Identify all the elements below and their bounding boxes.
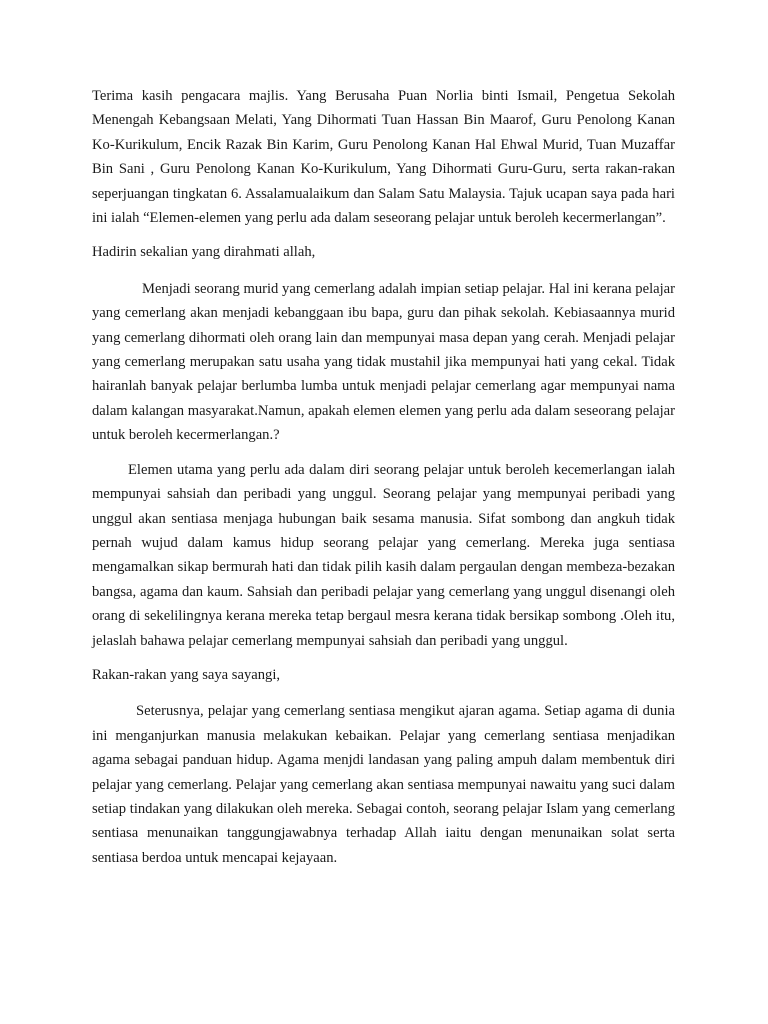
salutation-hadirin: Hadirin sekalian yang dirahmati allah, [92,244,316,261]
introduction-paragraph: Menjadi seorang murid yang cemerlang adalah impian setiap pelajar. Hal ini kerana pelajar yang cemerlang akan menjadi kebanggaan ibu bapa, guru dan pihak sekolah. Kebiasaannya murid yang cemerlang dihormati oleh orang lain dan mempunyai masa depan yang cerah. Menjadi pelajar yang cemerlang merupakan satu usaha yang tidak mustahil jika mempunyai hati yang cekal. Tidak hairanlah banyak pelajar berlumba lumba untuk menjadi pelajar cemerlang agar mempunyai nama dalam kalangan masyarakat.Namun, apakah elemen elemen yang perlu ada dalam seseorang pelajar untuk beroleh kecermerlangan.? [92,280,675,444]
body-paragraph-agama: Seterusnya, pelajar yang cemerlang sentiasa mengikut ajaran agama. Setiap agama di dunia ini menganjurkan manusia melakukan kebaikan. Pelajar yang cemerlang sentiasa menjadikan agama sebagai panduan hidup. Agama menjdi landasan yang paling ampuh dalam membentuk diri pelajar yang cemerlang. Pelajar yang cemerlang akan sentiasa mempunyai nawaitu yang suci dalam setiap tindakan yang dilakukan oleh mereka. Sebagai contoh, seorang pelajar Islam yang cemerlang sentiasa menunaikan tanggungjawabnya terhadap Allah iaitu dengan menunaikan solat serta sentiasa berdoa untuk mencapai kejayaan. [92,703,675,866]
opening-paragraph: Terima kasih pengacara majlis. Yang Berusaha Puan Norlia binti Ismail, Pengetua Sekolah Menengah Kebangsaan Melati, Yang Dihormati Tuan Hassan Bin Maarof, Guru Penolong Kanan Ko-Kurikulum, Encik Razak Bin Karim, Guru Penolong Kanan Hal Ehwal Murid, Tuan Muzaffar Bin Sani , Guru Penolong Kanan Ko-Kurikulum, Yang Dihormati Guru-Guru, serta rakan-rakan seperjuangan tingkatan 6. Assalamualaikum dan Salam Satu Malaysia. Tajuk ucapan saya pada hari ini ialah “Elemen-elemen yang perlu ada dalam seseorang pelajar untuk beroleh kecermerlangan”. [92,88,675,227]
body-paragraph-sahsiah: Elemen utama yang perlu ada dalam diri seorang pelajar untuk beroleh kecemerlangan ialah mempunyai sahsiah dan peribadi yang unggul. Seorang pelajar yang mempunyai peribadi yang unggul akan sentiasa menjaga hubungan baik sesama manusia. Sifat sombong dan angkuh tidak pernah wujud dalam kamus hidup seorang pelajar yang cemerlang. Mereka juga sentiasa mengamalkan sikap bermurah hati dan tidak pilih kasih dalam pergaulan dengan membeza-bezakan bangsa, agama dan kaum. Sahsiah dan peribadi pelajar yang cemerlang yang unggul disenangi oleh orang di sekelilingnya kerana mereka tetap bergaul mesra kerana tidak bersikap sombong .Oleh itu, jelaslah bahawa pelajar cemerlang mempunyai sahsiah dan peribadi yang unggul. [92,461,675,649]
speech-body [92,84,675,870]
salutation-rakan: Rakan-rakan yang saya sayangi, [92,666,281,683]
